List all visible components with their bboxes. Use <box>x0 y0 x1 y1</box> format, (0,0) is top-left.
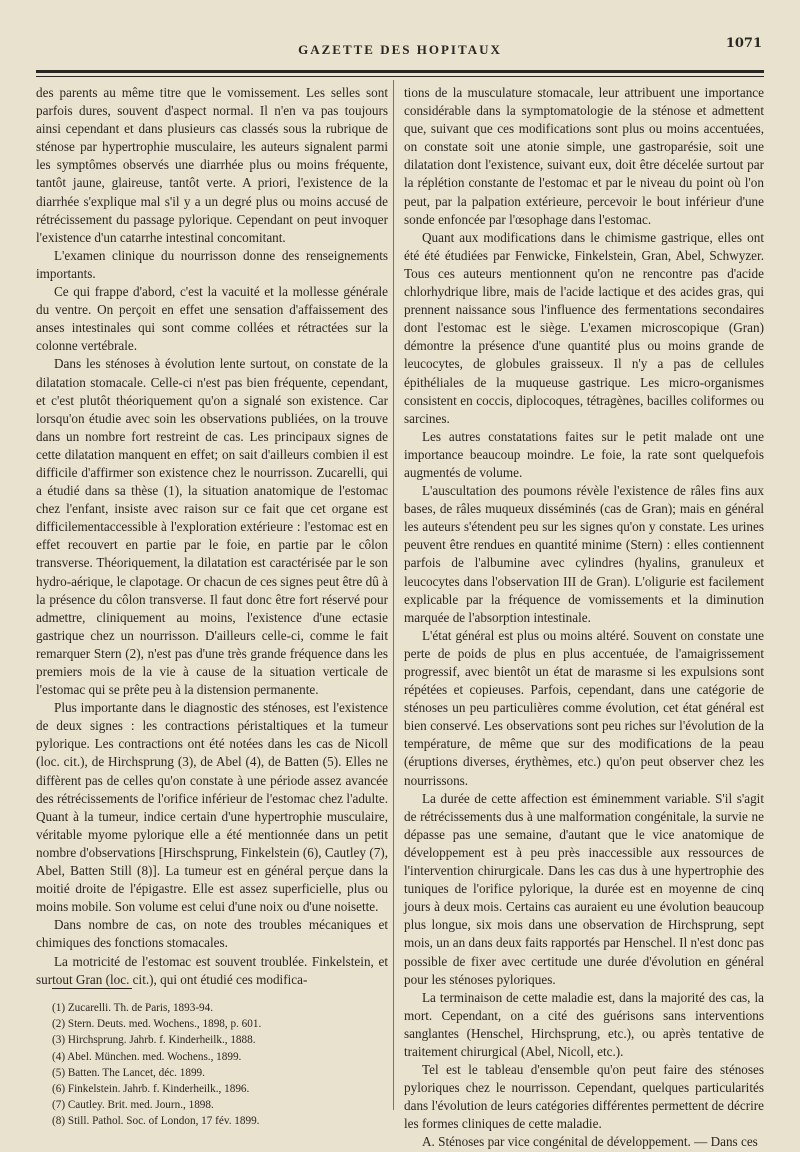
paragraph: La terminaison de cette maladie est, dans la majorité des cas, la mort. Cependant, on a cité des guérisons sans interventions sanglantes (Henschel, Hirchsprung, etc.), ou après tentative de traitement chirurgical (Abel, Nicoll, etc.). <box>404 989 764 1059</box>
footnote: (2) Stern. Deuts. med. Wochens., 1898, p. 601. <box>52 1018 262 1031</box>
paragraph: Dans nombre de cas, on note des troubles mécaniques et chimiques des fonctions stomacales. <box>36 917 388 951</box>
left-column <box>36 84 388 989</box>
column-divider <box>393 80 394 1110</box>
paragraph: Quant aux modifications dans le chimisme gastrique, elles ont été été étudiées par Fenwicke, Finkelstein, Gran, Abel, Schwyzer. Tous ces auteurs mentionnent qu'on ne rencontre pas d'acide chlorhydrique libre, mais de l'acide lactique et des acides gras, qui prennent naissance sous l'influence des fermentations secondaires dont l'estomac est le siège. L'examen microscopique (Gran) démontre la présence d'une quantité plus ou moins grande de leucocytes, de globules graisseux. Il n'y a pas de cellules épithéliales de la muqueuse gastrique. Les micro-organismes consistent en coccis, diplocoques, tétragènes, bacilles coliformes ou sarcines. <box>404 229 764 426</box>
footnote-rule <box>52 988 132 989</box>
footnote: (3) Hirchsprung. Jahrb. f. Kinderheilk., 1888. <box>52 1034 256 1047</box>
header-rule-thick <box>36 70 764 73</box>
page-header <box>36 36 764 68</box>
right-column <box>404 84 764 1152</box>
paragraph: L'état général est plus ou moins altéré. Souvent on constate une perte de poids de plus en plus accentuée, de l'amaigrissement progressif, avec bientôt un état de marasme si les expulsions sont répétées et copieuses. Parfois, cependant, dans une catégorie de sténoses un peu particulières comme évolution, cet état général est bien conservé. Les observations sont peu riches sur l'évolution de la température, de même que sur des modifications de la peau (éruptions diverses, érythèmes, etc.) qu'on peut observer chez les nourrissons. <box>404 627 764 788</box>
paragraph: des parents au même titre que le vomissement. Les selles sont parfois dures, souvent d'aspect normal. Il n'en va pas toujours ainsi cependant et dans plusieurs cas classés sous la rubrique de sténose par hypertrophie musculaire, les auteurs signalent parmi les symptômes observés une diarrhée plus ou moins fréquente, tantôt jaune, glaireuse, tantôt verte. A priori, l'existence de la diarrhée s'explique mal s'il y a un degré plus ou moins accusé de rétrécissement du passage pylorique. Cependant on peut invoquer l'existence d'un catarrhe intestinal concomitant. <box>36 85 388 245</box>
footnote: (7) Cautley. Brit. med. Journ., 1898. <box>52 1099 214 1112</box>
paragraph: L'examen clinique du nourrisson donne des renseignements importants. <box>36 247 388 281</box>
paragraph: La motricité de l'estomac est souvent troublée. Finkelstein, et surtout Gran (loc. cit.), qui ont étudié ces modifica- <box>36 953 388 987</box>
paragraph: tions de la musculature stomacale, leur attribuent une importance considérable dans la symptomatologie de la sténose et admettent que, suivant que ces modifications sont plus ou moins accentuées, on constate soit une atonie simple, une gastroparésie, soit une dilatation dont l'existence, suivant eux, doit être décelée surtout par la réplétion constante de l'estomac et par le niveau du point où l'on peut, par la palpation extérieure, percevoir le bout inférieur d'une sonde enfoncée par l'œsophage dans l'estomac. <box>404 85 764 227</box>
paragraph: Les autres constatations faites sur le petit malade ont une importance beaucoup moindre. Le foie, la rate sont quelquefois augmentés de volume. <box>404 428 764 480</box>
running-title: GAZETTE DES HOPITAUX <box>298 42 502 57</box>
footnote: (5) Batten. The Lancet, déc. 1899. <box>52 1066 205 1079</box>
footnote: (6) Finkelstein. Jahrb. f. Kinderheilk., 1896. <box>52 1083 250 1096</box>
footnotes <box>52 1000 382 1130</box>
paragraph: Ce qui frappe d'abord, c'est la vacuité et la mollesse générale du ventre. On perçoit en effet une sensation d'affaissement des anses intestinales qui sont comme collées et rétractées sur la colonne vertébrale. <box>36 284 388 354</box>
paragraph: La durée de cette affection est éminemment variable. S'il s'agit de rétrécissements dus à une malformation congénitale, la survie ne dépasse pas une semaine, d'autant que le vice anatomique de développement est à peu près inaccessible aux ressources de l'intervention chirurgicale. Dans les cas dus à une hypertrophie des tuniques de l'orifice pylorique, la durée est en moyenne de cinq jours à deux mois. Certains cas auraient eu une évolution beaucoup plus longue, six mois dans une observation de Hirchsprung, sept mois, un an dans deux faits rapportés par Henschel. Il n'est donc pas possible de fixer avec certitude une durée d'évolution en général pour les sténoses pyloriques. <box>404 790 764 987</box>
header-rule-thin <box>36 76 764 77</box>
paragraph: A. Sténoses par vice congénital de développement. — Dans ces <box>422 1134 758 1150</box>
paragraph: Plus importante dans le diagnostic des sténoses, est l'existence de deux signes : les contractions péristaltiques et la tumeur pylorique. Les contractions ont été notées dans les cas de Nicoll (loc. cit.), de Hirchsprung (3), de Abel (4), de Batten (5). Elles ne diffèrent pas de celles qu'on constate à une période assez avancée des rétrécissements de l'orifice inférieur de l'estomac chez l'adulte. Quant à la tumeur, indice certain d'une hypertrophie musculaire, véritable myome pylorique elle a été mentionnée dans un petit nombre d'observations [Hirschsprung, Finkelstein (6), Cautley (7), Abel, Batten Still (8)]. La tumeur est en général perçue dans la moitié droite de l'épigastre. Elle est assez superficielle, plus ou moins mobile. Son volume est celui d'une noix ou d'une noisette. <box>36 700 388 915</box>
page-number: 1071 <box>725 36 762 51</box>
paragraph: L'auscultation des poumons révèle l'existence de râles fins aux bases, de râles muqueux disséminés (cas de Gran); mais en général les auteurs s'étendent peu sur les signes qu'on y constate. Les urines peuvent être rendues en quantité minime (Stern) : elles contiennent parfois de l'albumine avec cylindres (hyalins, granuleux et leucocytes dans l'observation III de Gran). L'oligurie est facilement explicable par la fréquence de vomissements et la diminution marquée de l'absorption intestinale. <box>404 483 764 625</box>
footnote: (1) Zucarelli. Th. de Paris, 1893-94. <box>52 1002 214 1014</box>
footnote: (8) Still. Pathol. Soc. of London, 17 fév. 1899. <box>52 1115 260 1128</box>
paragraph: Dans les sténoses à évolution lente surtout, on constate de la dilatation stomacale. Celle-ci n'est pas bien fréquente, cependant, et c'est plutôt théoriquement qu'on a signalé son existence. Car lorsqu'on étudie avec soin les observations publiées, on la trouve dans un nombre fort restreint de cas. Les principaux signes de cette dilatation manquent en effet; on sait d'ailleurs combien il est difficile d'affirmer son existence chez le nourrisson. Zucarelli, qui a étudié dans sa thèse (1), la situation anatomique de l'estomac chez l'enfant, insiste avec raison sur ce fait que cet organe est difficilementaccessible à l'exploration extérieure : l'estomac est en effet recouvert en partie par le foie, en partie par le côlon transverse. Théoriquement, la dilatation est caractérisée par le son hydro-aérique, le clapotage. Or chacun de ces signes peut être dû à la présence du côlon transverse. Il faut donc être fort réservé pour admettre, cliniquement au moins, l'existence d'une ectasie gastrique chez un nourrisson. D'ailleurs celle-ci, comme le fait remarquer Stern (2), n'est pas d'une très grande fréquence dans les premiers mois de la vie à cause de la situation verticale de l'estomac qui se prête peu à la distension permanente. <box>36 356 388 698</box>
footnote: (4) Abel. München. med. Wochens., 1899. <box>52 1050 242 1063</box>
paragraph: Tel est le tableau d'ensemble qu'on peut faire des sténoses pyloriques chez le nourrisson. Cependant, quelques particularités dans l'évolution de leurs catégories différentes permettent de décrire les formes cliniques de cette maladie. <box>404 1062 764 1132</box>
